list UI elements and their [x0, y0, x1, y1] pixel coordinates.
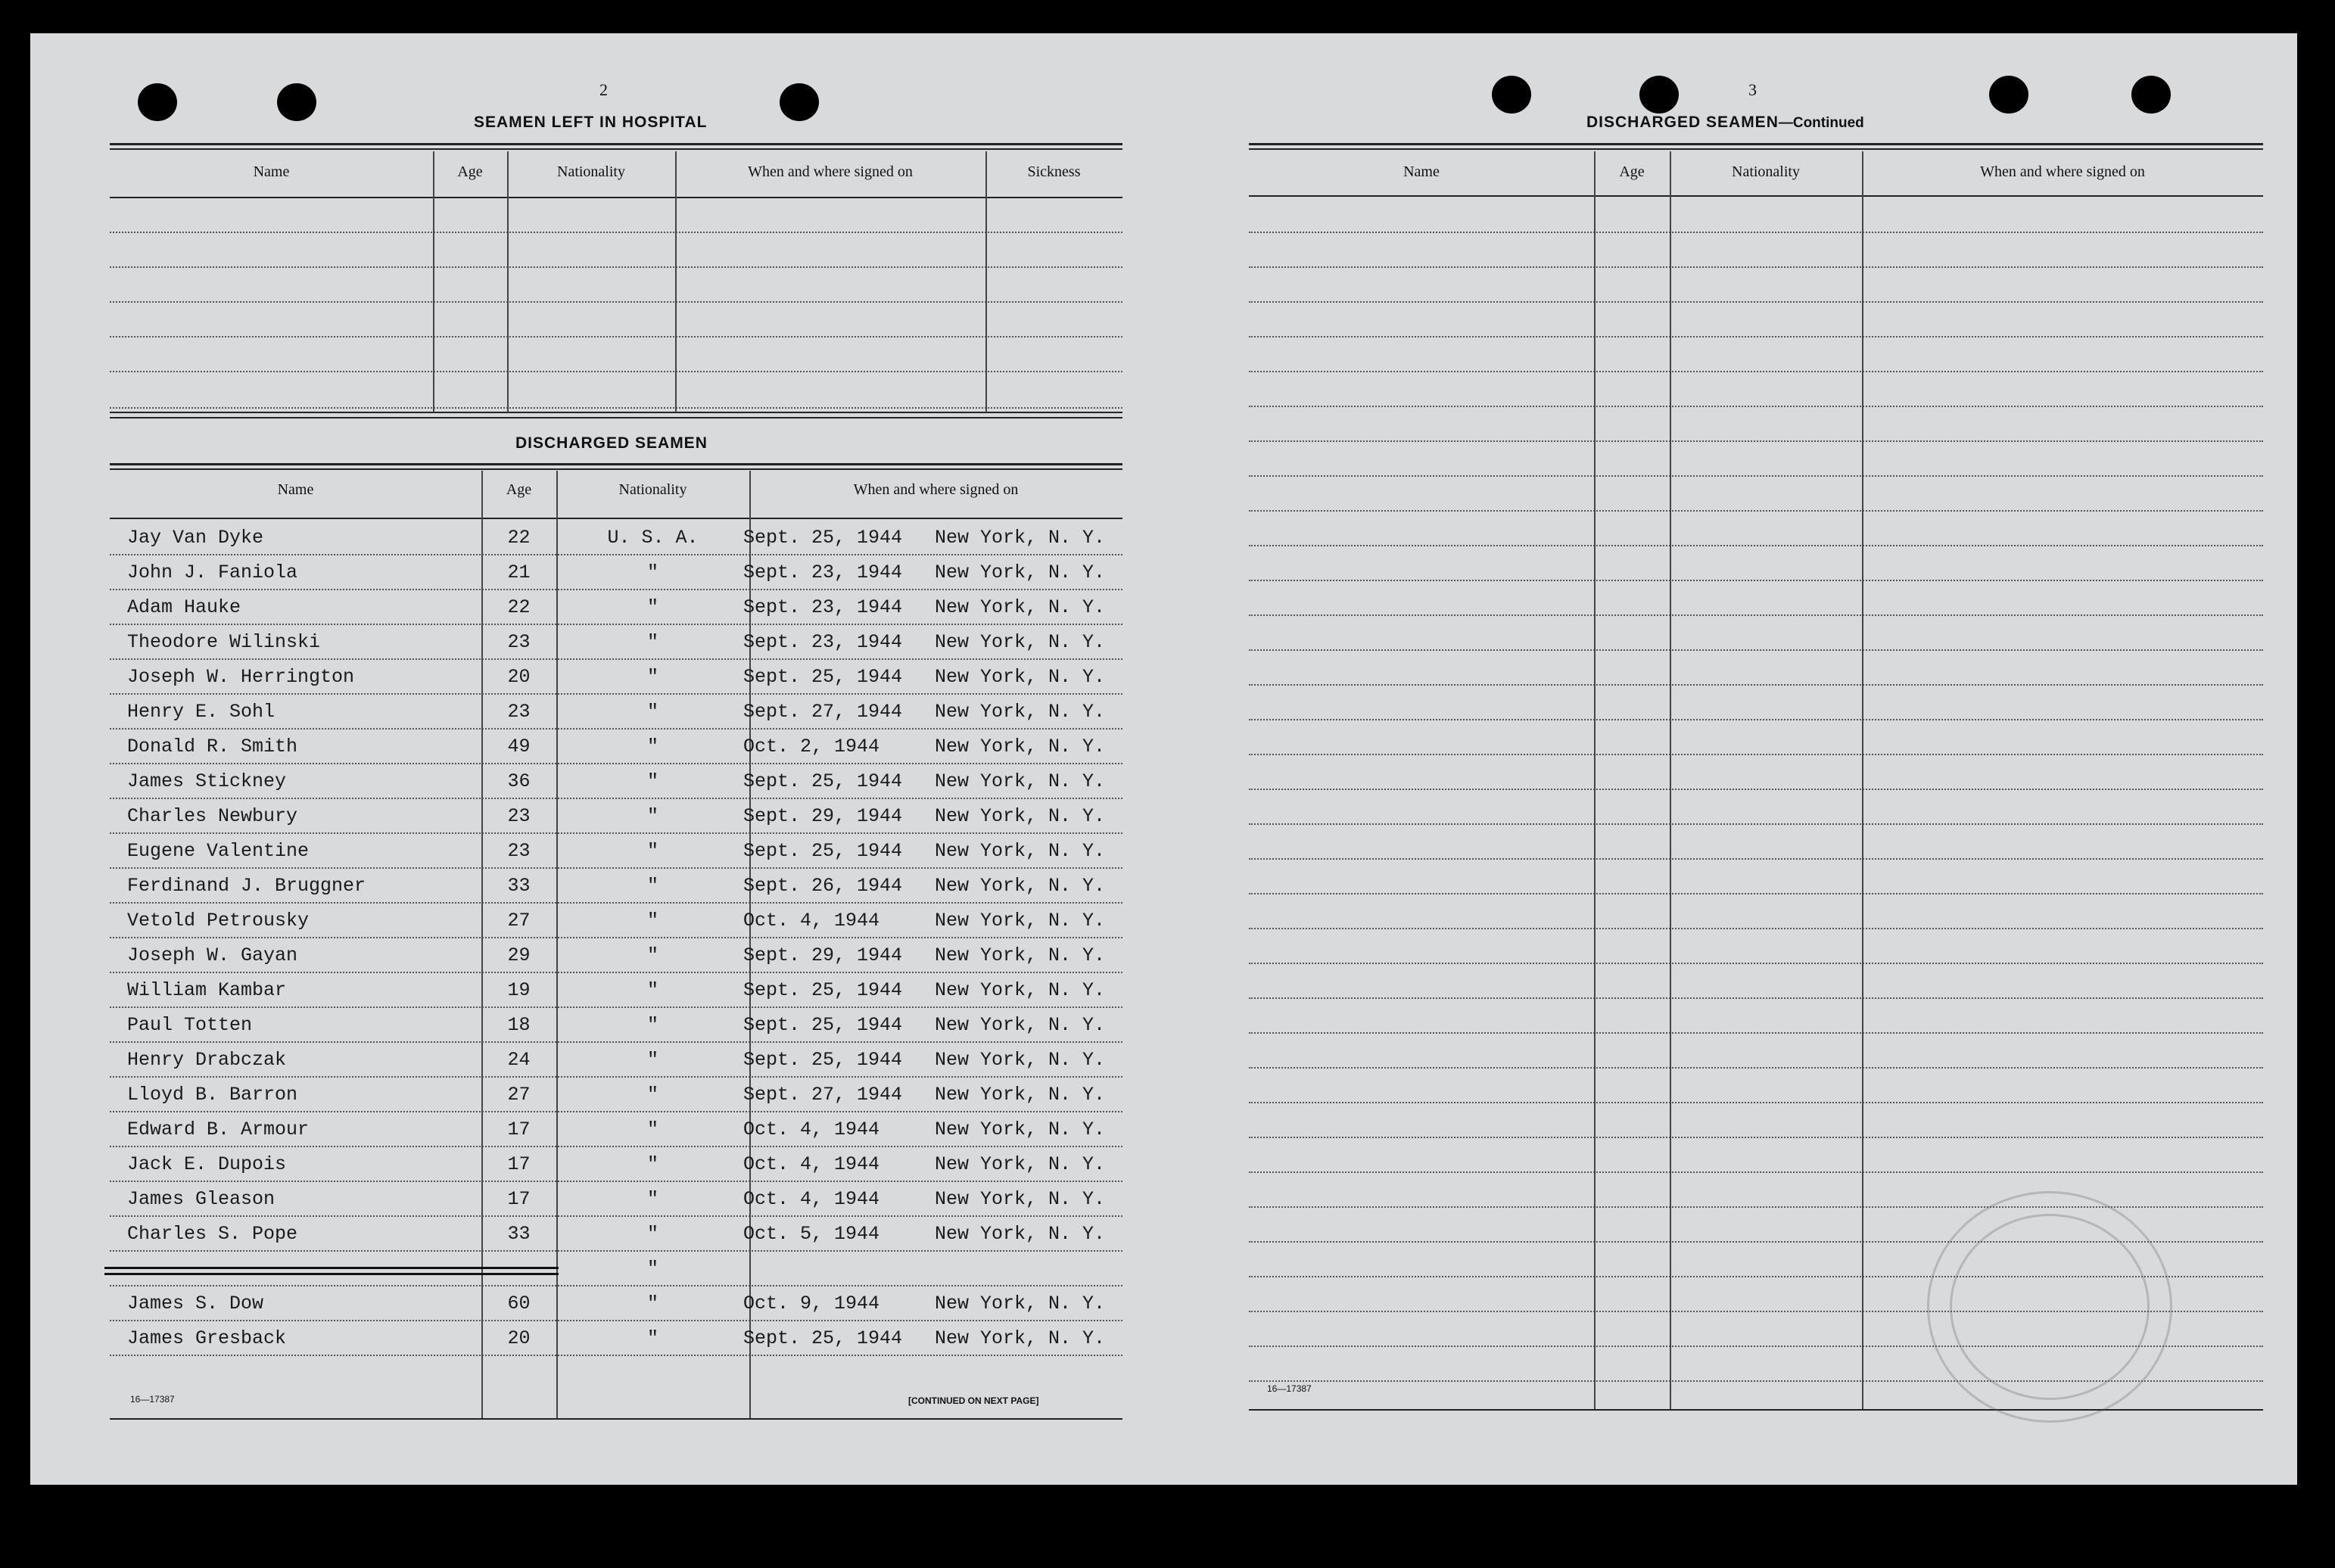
column-header: Age [1619, 163, 1645, 180]
signed-on-date: Sept. 25, 1944 [743, 1327, 903, 1349]
punch-hole [1989, 76, 2028, 114]
seaman-nationality: " [646, 944, 658, 966]
seaman-nationality: " [646, 840, 658, 862]
seaman-age: 20 [507, 666, 531, 688]
seaman-nationality: " [646, 1049, 658, 1071]
seaman-nationality: " [646, 875, 658, 897]
seaman-name: Henry Drabczak [127, 1049, 287, 1071]
seaman-age: 49 [507, 736, 531, 758]
seaman-age: 23 [507, 805, 531, 827]
signed-on-place: New York, N. Y. [935, 944, 1106, 966]
signed-on-date: Sept. 29, 1944 [743, 805, 903, 827]
seaman-nationality: " [646, 770, 658, 792]
seaman-name: James Gresback [127, 1327, 287, 1349]
seaman-name: Edward B. Armour [127, 1118, 310, 1140]
seaman-age: 36 [507, 770, 531, 792]
seaman-nationality: " [646, 1188, 658, 1210]
blank-row-line [1249, 580, 2263, 581]
blank-row-line [1249, 893, 2263, 894]
blank-row-line [1249, 301, 2263, 303]
seaman-nationality: " [646, 1258, 658, 1280]
seaman-age: 21 [507, 562, 531, 583]
seaman-age: 33 [507, 875, 531, 897]
seaman-nationality: " [646, 596, 658, 618]
signed-on-place: New York, N. Y. [935, 666, 1106, 688]
seaman-name: Vetold Petrousky [127, 910, 310, 932]
blank-row-line [1249, 684, 2263, 686]
form-number: 16—17387 [1267, 1383, 1312, 1394]
column-header: Sickness [1027, 163, 1081, 180]
signed-on-place: New York, N. Y. [935, 1293, 1106, 1314]
signed-on-place: New York, N. Y. [935, 701, 1106, 723]
seaman-name: Theodore Wilinski [127, 631, 321, 653]
column-header: Name [1403, 163, 1440, 180]
seaman-name: William Kambar [127, 979, 287, 1001]
section-title-suffix: —Continued [1778, 115, 1864, 131]
received-stamp-inner [1950, 1214, 2150, 1400]
seaman-nationality: U. S. A. [607, 527, 699, 549]
signed-on-date: Oct. 9, 1944 [743, 1293, 880, 1314]
seaman-name: Charles Newbury [127, 805, 298, 827]
blank-row-line [1249, 545, 2263, 546]
seaman-age: 17 [507, 1118, 531, 1140]
seaman-age: 29 [507, 944, 531, 966]
signed-on-place: New York, N. Y. [935, 979, 1106, 1001]
signed-on-place: New York, N. Y. [935, 1014, 1106, 1036]
column-header: Nationality [618, 481, 687, 498]
discharged-section-title: DISCHARGED SEAMEN [515, 434, 708, 452]
signed-on-place: New York, N. Y. [935, 1188, 1106, 1210]
seaman-name: Adam Hauke [127, 596, 241, 618]
seaman-age: 17 [507, 1153, 531, 1175]
signed-on-place: New York, N. Y. [935, 805, 1106, 827]
blank-row-line [1249, 266, 2263, 268]
column-header: When and where signed on [1980, 163, 2145, 180]
signed-on-place: New York, N. Y. [935, 1223, 1106, 1245]
signed-on-date: Sept. 26, 1944 [743, 875, 903, 897]
seaman-nationality: " [646, 736, 658, 758]
seaman-age: 27 [507, 910, 531, 932]
seaman-age: 23 [507, 840, 531, 862]
blank-row-line [1249, 963, 2263, 964]
seaman-age: 60 [507, 1293, 531, 1314]
seaman-nationality: " [646, 666, 658, 688]
seaman-age: 19 [507, 979, 531, 1001]
seaman-nationality: " [646, 1084, 658, 1106]
seaman-age: 23 [507, 701, 531, 723]
strikethrough-line [104, 1267, 559, 1269]
left-page [30, 33, 1170, 1485]
signed-on-date: Sept. 27, 1944 [743, 1084, 903, 1106]
blank-row-line [1249, 928, 2263, 929]
blank-row-line [1249, 232, 2263, 233]
signed-on-place: New York, N. Y. [935, 1118, 1106, 1140]
blank-row-line [1249, 1102, 2263, 1103]
column-header: Name [277, 481, 314, 498]
seaman-name: Lloyd B. Barron [127, 1084, 298, 1106]
right-page [1170, 33, 2297, 1485]
blank-row-line [1249, 371, 2263, 372]
form-number: 16—17387 [130, 1394, 175, 1405]
seaman-name: Joseph W. Herrington [127, 666, 355, 688]
punch-hole [1492, 76, 1531, 114]
seaman-nationality: " [646, 631, 658, 653]
seaman-name: Paul Totten [127, 1014, 253, 1036]
seaman-nationality: " [646, 1293, 658, 1314]
seaman-nationality: " [646, 1014, 658, 1036]
signed-on-date: Sept. 25, 1944 [743, 527, 903, 549]
column-header: Age [506, 481, 532, 498]
signed-on-date: Sept. 25, 1944 [743, 840, 903, 862]
seaman-name: James Stickney [127, 770, 287, 792]
signed-on-place: New York, N. Y. [935, 631, 1106, 653]
seaman-nationality: " [646, 1153, 658, 1175]
blank-row-line [1249, 1137, 2263, 1138]
blank-row-line [1249, 789, 2263, 790]
signed-on-date: Sept. 23, 1944 [743, 562, 903, 583]
signed-on-place: New York, N. Y. [935, 562, 1106, 583]
signed-on-date: Sept. 25, 1944 [743, 770, 903, 792]
page-number: 3 [1748, 80, 1757, 99]
signed-on-place: New York, N. Y. [935, 1327, 1106, 1349]
strikethrough-line [104, 1273, 559, 1275]
seaman-age: 22 [507, 527, 531, 549]
punch-hole [138, 83, 177, 121]
punch-hole [2131, 76, 2171, 114]
column-header: Nationality [557, 163, 625, 180]
blank-row-line [1249, 823, 2263, 825]
blank-row-line [1249, 475, 2263, 477]
signed-on-place: New York, N. Y. [935, 596, 1106, 618]
blank-row-line [1249, 754, 2263, 755]
blank-row-line [1249, 719, 2263, 720]
seaman-name: Charles S. Pope [127, 1223, 298, 1245]
signed-on-date: Sept. 23, 1944 [743, 631, 903, 653]
seaman-name: Joseph W. Gayan [127, 944, 298, 966]
seaman-name: Ferdinand J. Bruggner [127, 875, 366, 897]
column-header: When and where signed on [748, 163, 913, 180]
signed-on-date: Sept. 25, 1944 [743, 1014, 903, 1036]
seaman-age: 24 [507, 1049, 531, 1071]
blank-row-line [1249, 1067, 2263, 1069]
blank-row-line [1249, 440, 2263, 442]
signed-on-date: Sept. 23, 1944 [743, 596, 903, 618]
seaman-name: Donald R. Smith [127, 736, 298, 758]
signed-on-date: Sept. 25, 1944 [743, 979, 903, 1001]
blank-row-line [1249, 614, 2263, 616]
seaman-age: 18 [507, 1014, 531, 1036]
seaman-nationality: " [646, 910, 658, 932]
signed-on-date: Oct. 4, 1944 [743, 1118, 880, 1140]
seaman-name: John J. Faniola [127, 562, 298, 583]
signed-on-date: Oct. 2, 1944 [743, 736, 880, 758]
signed-on-date: Oct. 4, 1944 [743, 910, 880, 932]
page-number: 2 [599, 80, 608, 99]
signed-on-date: Oct. 4, 1944 [743, 1153, 880, 1175]
column-header: Age [457, 163, 483, 180]
seaman-nationality: " [646, 701, 658, 723]
signed-on-date: Sept. 29, 1944 [743, 944, 903, 966]
signed-on-date: Sept. 25, 1944 [743, 666, 903, 688]
seaman-age: 33 [507, 1223, 531, 1245]
seaman-age: 27 [507, 1084, 531, 1106]
signed-on-place: New York, N. Y. [935, 770, 1106, 792]
blank-row-line [1249, 1032, 2263, 1034]
signed-on-place: New York, N. Y. [935, 1084, 1106, 1106]
continued-note: [CONTINUED ON NEXT PAGE] [908, 1395, 1039, 1406]
seaman-nationality: " [646, 979, 658, 1001]
section-title-text: DISCHARGED SEAMEN [1586, 114, 1779, 131]
punch-hole [1639, 76, 1679, 114]
blank-row-line [1249, 858, 2263, 860]
blank-row-line [1249, 649, 2263, 651]
signed-on-place: New York, N. Y. [935, 875, 1106, 897]
signed-on-place: New York, N. Y. [935, 910, 1106, 932]
seaman-name: James Gleason [127, 1188, 276, 1210]
seaman-nationality: " [646, 1327, 658, 1349]
signed-on-place: New York, N. Y. [935, 527, 1106, 549]
signed-on-place: New York, N. Y. [935, 840, 1106, 862]
seaman-age: 17 [507, 1188, 531, 1210]
signed-on-date: Sept. 25, 1944 [743, 1049, 903, 1071]
column-header: Name [253, 163, 290, 180]
blank-row-line [1249, 336, 2263, 338]
column-header: When and where signed on [853, 481, 1019, 498]
seaman-name: Jack E. Dupois [127, 1153, 287, 1175]
seaman-nationality: " [646, 1223, 658, 1245]
discharged-continued-title [1586, 114, 1864, 132]
column-header: Nationality [1732, 163, 1800, 180]
punch-hole [780, 83, 819, 121]
blank-row-line [1249, 1171, 2263, 1173]
blank-row-line [1249, 510, 2263, 512]
seaman-nationality: " [646, 562, 658, 583]
blank-row-line [1249, 997, 2263, 999]
hospital-section-title: SEAMEN LEFT IN HOSPITAL [474, 114, 708, 131]
seaman-nationality: " [646, 1118, 658, 1140]
seaman-nationality: " [646, 805, 658, 827]
signed-on-place: New York, N. Y. [935, 1153, 1106, 1175]
signed-on-place: New York, N. Y. [935, 736, 1106, 758]
signed-on-date: Sept. 27, 1944 [743, 701, 903, 723]
seaman-age: 23 [507, 631, 531, 653]
signed-on-date: Oct. 5, 1944 [743, 1223, 880, 1245]
signed-on-date: Oct. 4, 1944 [743, 1188, 880, 1210]
seaman-name: Eugene Valentine [127, 840, 310, 862]
seaman-name: Jay Van Dyke [127, 527, 264, 549]
seaman-age: 22 [507, 596, 531, 618]
seaman-age: 20 [507, 1327, 531, 1349]
seaman-name: James S. Dow [127, 1293, 264, 1314]
punch-hole [277, 83, 316, 121]
signed-on-place: New York, N. Y. [935, 1049, 1106, 1071]
blank-row-line [1249, 406, 2263, 407]
seaman-name: Henry E. Sohl [127, 701, 276, 723]
